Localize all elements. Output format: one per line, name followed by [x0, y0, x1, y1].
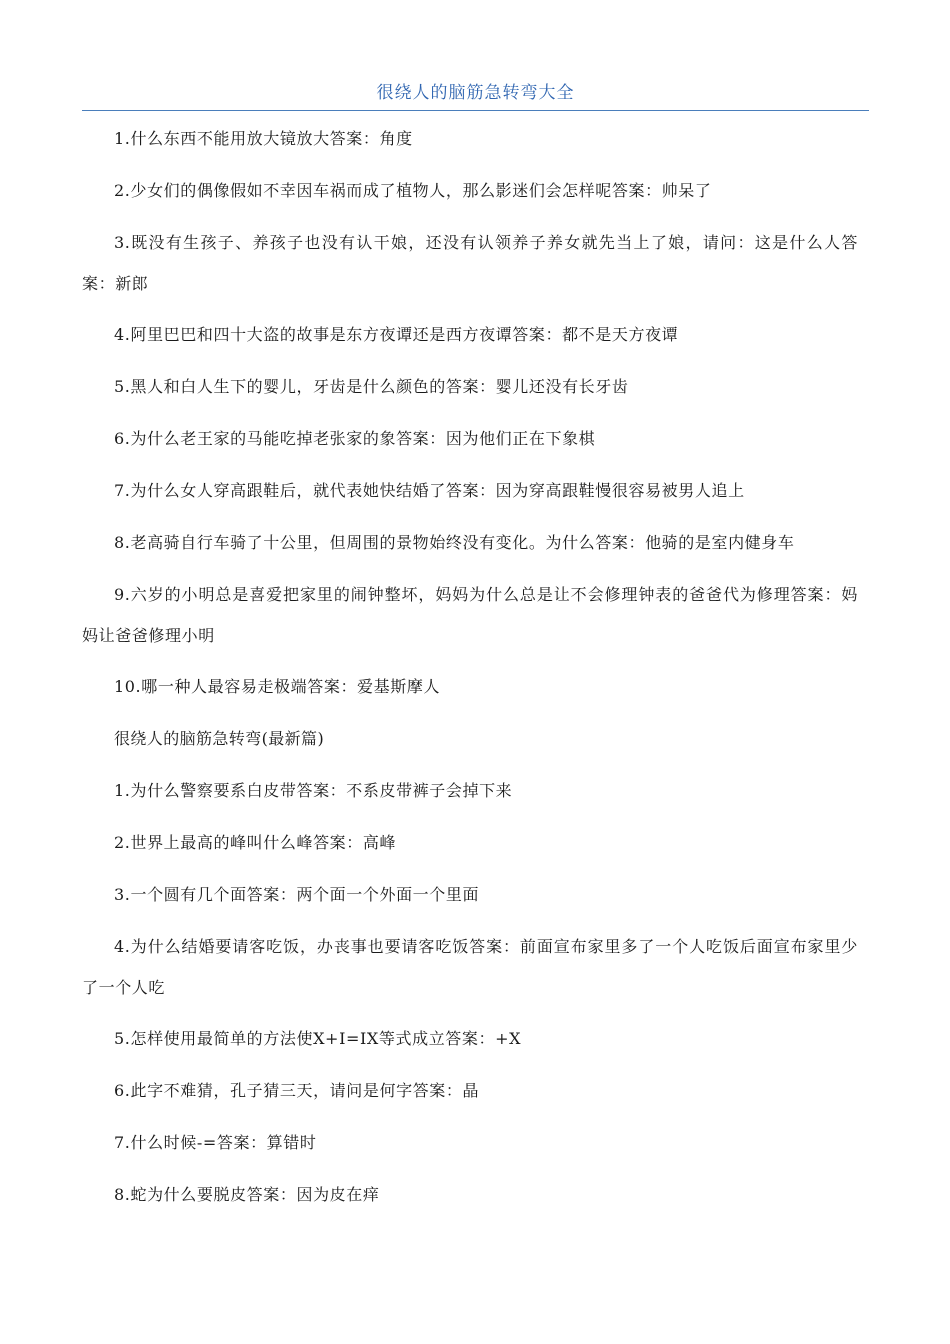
- article-body: [82, 124, 858, 1232]
- section-heading: 很绕人的脑筋急转弯(最新篇): [114, 729, 325, 748]
- qa-item-13: 3.一个圆有几个面答案：两个面一个外面一个里面: [114, 885, 480, 904]
- page-header: [82, 80, 869, 111]
- qa-item-15: 5.怎样使用最简单的方法使X+I=IX等式成立答案：+X: [114, 1029, 522, 1048]
- qa-item-11: 1.为什么警察要系白皮带答案：不系皮带裤子会掉下来: [114, 781, 513, 800]
- qa-item-12: 2.世界上最高的峰叫什么峰答案：高峰: [114, 833, 397, 852]
- qa-item-16: 6.此字不难猜，孔子猜三天，请问是何字答案：晶: [114, 1081, 480, 1100]
- qa-item-17: 7.什么时候-=答案：算错时: [114, 1133, 317, 1152]
- qa-item-9: 9.六岁的小明总是喜爱把家里的闹钟整坏，妈妈为什么总是让不会修理钟表的爸爸代为修理答案：妈妈让爸爸修理小明: [82, 585, 858, 645]
- qa-item-3: 3.既没有生孩子、养孩子也没有认干娘，还没有认领养子养女就先当上了娘，请问：这是什么人答案：新郎: [82, 233, 858, 293]
- qa-item-7: 7.为什么女人穿高跟鞋后，就代表她快结婚了答案：因为穿高跟鞋慢很容易被男人追上: [114, 481, 745, 500]
- qa-item-2: 2.少女们的偶像假如不幸因车祸而成了植物人，那么影迷们会怎样呢答案：帅呆了: [114, 181, 712, 200]
- qa-item-18: 8.蛇为什么要脱皮答案：因为皮在痒: [114, 1185, 380, 1204]
- qa-item-14: 4.为什么结婚要请客吃饭，办丧事也要请客吃饭答案：前面宣布家里多了一个人吃饭后面宣布家里少了一个人吃: [82, 937, 858, 997]
- qa-item-10: 10.哪一种人最容易走极端答案：爱基斯摩人: [114, 677, 441, 696]
- qa-item-5: 5.黑人和白人生下的婴儿，牙齿是什么颜色的答案：婴儿还没有长牙齿: [114, 377, 629, 396]
- qa-item-1: 1.什么东西不能用放大镜放大答案：角度: [114, 129, 413, 148]
- qa-item-8: 8.老高骑自行车骑了十公里，但周围的景物始终没有变化。为什么答案：他骑的是室内健身车: [114, 533, 795, 552]
- page-title: 很绕人的脑筋急转弯大全: [376, 83, 575, 103]
- qa-item-6: 6.为什么老王家的马能吃掉老张家的象答案：因为他们正在下象棋: [114, 429, 596, 448]
- qa-item-4: 4.阿里巴巴和四十大盗的故事是东方夜谭还是西方夜谭答案：都不是天方夜谭: [114, 325, 679, 344]
